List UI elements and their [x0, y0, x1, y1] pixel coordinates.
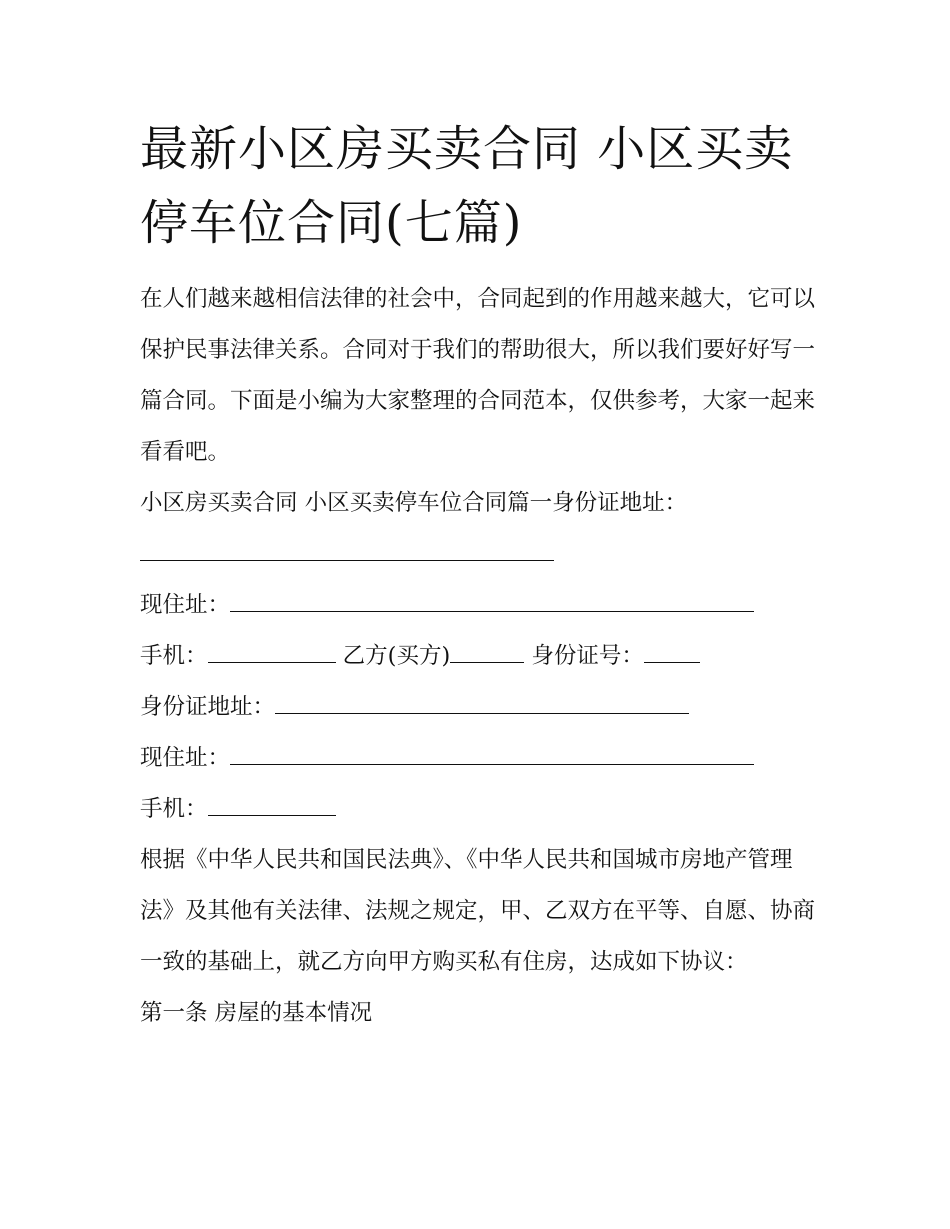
- id-number-label: 身份证号：: [531, 643, 644, 669]
- current-address-line: [140, 580, 820, 631]
- phone-line: [140, 631, 820, 682]
- article-1-heading: 第一条 房屋的基本情况: [140, 1000, 373, 1026]
- id-address-blank-line: [140, 529, 820, 580]
- phone-line-2: [140, 784, 820, 835]
- section-heading: 小区房买卖合同 小区买卖停车位合同篇一身份证地址：: [140, 490, 688, 516]
- id-address-blank: [140, 538, 554, 561]
- party-b-blank: [450, 640, 524, 663]
- phone-blank: [208, 640, 336, 663]
- id-number-blank: [644, 640, 700, 663]
- current-address-label-2: 现住址：: [140, 745, 231, 771]
- id-address-label: 身份证地址：: [140, 694, 276, 720]
- party-b-label: 乙方(买方): [342, 643, 451, 669]
- current-address-blank: [230, 589, 754, 612]
- intro-paragraph: 在人们越来越相信法律的社会中，合同起到的作用越来越大，它可以保护民事法律关系。合同对于我们的帮助很大，所以我们要好好写一篇合同。下面是小编为大家整理的合同范本，仅供参考，大家一起来看看吧。: [140, 286, 816, 465]
- document-title: 最新小区房买卖合同 小区买卖停车位合同(七篇): [140, 121, 794, 251]
- legal-basis-paragraph: 根据《中华人民共和国民法典》、《中华人民共和国城市房地产管理法》及其他有关法律、法规之规定，甲、乙双方在平等、自愿、协商一致的基础上，就乙方向甲方购买私有住房，达成如下协议：: [140, 847, 816, 975]
- current-address-line-2: [140, 733, 820, 784]
- current-address-blank-2: [230, 742, 754, 765]
- phone-label: 手机：: [140, 643, 208, 669]
- phone-blank-2: [208, 793, 336, 816]
- id-address-blank-2: [275, 691, 689, 714]
- id-address-line: [140, 682, 820, 733]
- document-body: [140, 274, 820, 1039]
- current-address-label: 现住址：: [140, 592, 231, 618]
- phone-label-2: 手机：: [140, 796, 208, 822]
